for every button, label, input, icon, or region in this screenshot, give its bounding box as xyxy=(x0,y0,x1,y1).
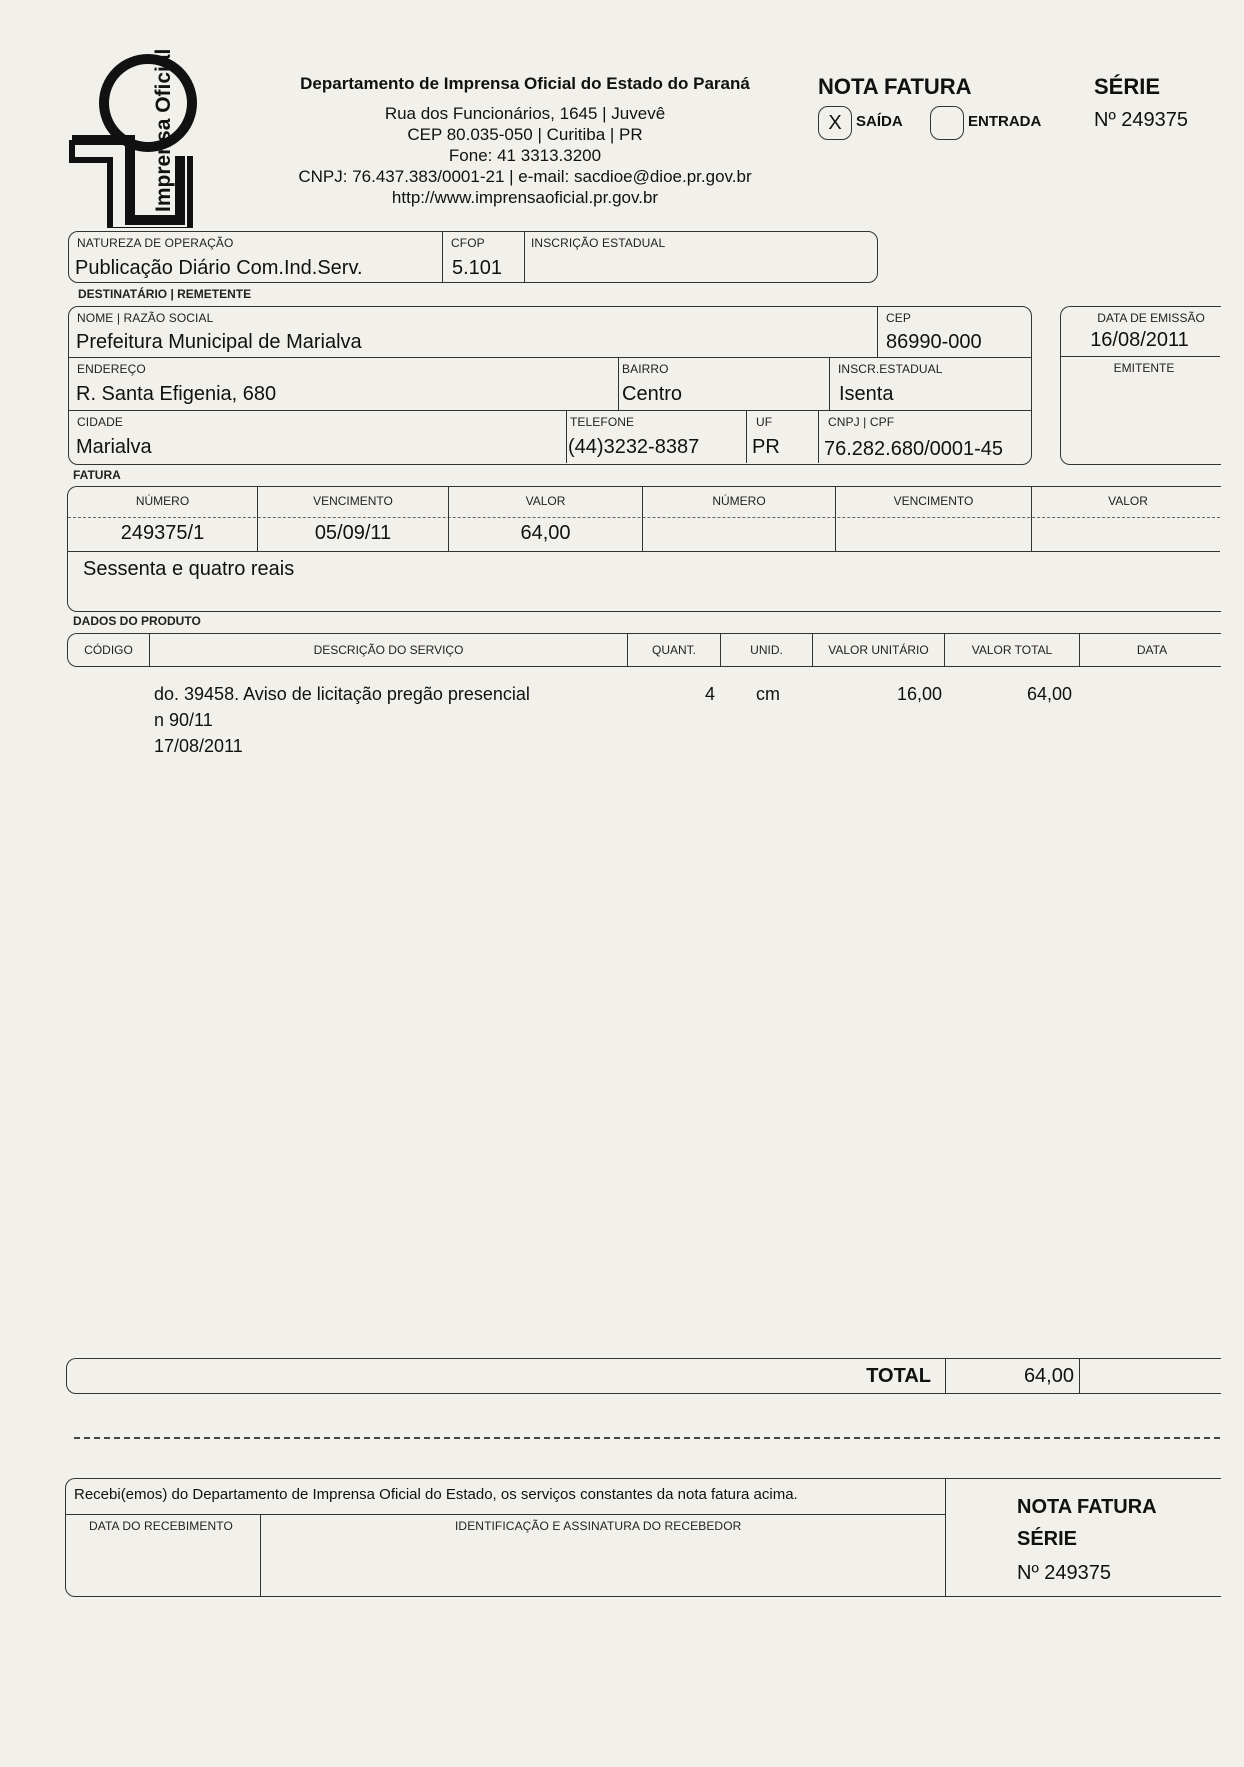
produto-col-descricao: DESCRIÇÃO DO SERVIÇO xyxy=(313,643,464,657)
fatura-numero: 249375/1 xyxy=(120,522,205,544)
item-quant: 4 xyxy=(704,684,715,704)
cidade-value: Marialva xyxy=(76,436,152,458)
uf-value: PR xyxy=(752,436,780,458)
item-descricao-line1: do. 39458. Aviso de licitação pregão presencial xyxy=(154,684,530,704)
serie-label: SÉRIE xyxy=(1094,74,1161,99)
inscr-estadual-value: Isenta xyxy=(839,383,894,405)
telefone-value: (44)3232-8387 xyxy=(568,436,700,458)
org-name: Departamento de Imprensa Oficial do Estado do Paraná xyxy=(300,74,750,93)
nome-label: NOME | RAZÃO SOCIAL xyxy=(77,311,214,325)
org-address: Rua dos Funcionários, 1645 | Juvevê xyxy=(384,104,666,123)
saida-label: SAÍDA xyxy=(856,113,903,130)
produto-col-valor-total: VALOR TOTAL xyxy=(971,643,1053,657)
total-label: TOTAL xyxy=(866,1365,931,1387)
entrada-checkbox[interactable] xyxy=(930,106,964,140)
fatura-section-label: FATURA xyxy=(73,468,121,482)
nome-value: Prefeitura Municipal de Marialva xyxy=(76,331,362,353)
uf-label: UF xyxy=(756,415,773,429)
bairro-value: Centro xyxy=(622,383,683,405)
endereco-value: R. Santa Efigenia, 680 xyxy=(76,383,277,405)
emissao-label: DATA DE EMISSÃO xyxy=(1097,311,1205,325)
fatura-extenso: Sessenta e quatro reais xyxy=(83,558,295,580)
cep-value: 86990-000 xyxy=(886,331,982,353)
recibo-data-label: DATA DO RECEBIMENTO xyxy=(89,1519,233,1533)
produto-col-quant: QUANT. xyxy=(651,643,696,657)
recibo-serie: SÉRIE xyxy=(1017,1528,1078,1550)
fatura-col-valor-2: VALOR xyxy=(1108,494,1148,508)
fatura-col-numero-1: NÚMERO xyxy=(135,494,190,508)
item-descricao-line2: n 90/11 xyxy=(154,710,213,730)
produto-col-unid: UNID. xyxy=(750,643,783,657)
item-unid: cm xyxy=(756,684,780,704)
produto-col-codigo: CÓDIGO xyxy=(84,643,133,657)
receipt-date-area[interactable] xyxy=(75,1535,259,1593)
cnpj-value: 76.282.680/0001-45 xyxy=(824,438,1004,460)
item-valor-total: 64,00 xyxy=(1026,684,1072,704)
doc-number: Nº 249375 xyxy=(1094,109,1189,131)
destinatario-section-label: DESTINATÁRIO | REMETENTE xyxy=(78,287,252,301)
cfop-value: 5.101 xyxy=(452,257,503,279)
produto-col-data: DATA xyxy=(1136,643,1168,657)
cep-label: CEP xyxy=(886,311,911,325)
emitente-label: EMITENTE xyxy=(1113,361,1175,375)
cfop-label: CFOP xyxy=(451,236,485,250)
telefone-label: TELEFONE xyxy=(570,415,635,429)
fatura-col-numero-2: NÚMERO xyxy=(712,494,766,508)
bairro-label: BAIRRO xyxy=(622,362,669,376)
doc-title: NOTA FATURA xyxy=(818,74,972,99)
signature-area[interactable] xyxy=(261,1535,945,1593)
org-website[interactable]: http://www.imprensaoficial.pr.gov.br xyxy=(391,188,659,207)
org-cnpj-email: CNPJ: 76.437.383/0001-21 | e-mail: sacdioe@dioe.pr.gov.br xyxy=(298,167,752,186)
item-valor-unitario: 16,00 xyxy=(896,684,942,704)
inscr-estadual-label: INSCR.ESTADUAL xyxy=(838,362,943,376)
recibo-numero: Nº 249375 xyxy=(1017,1562,1112,1584)
produto-section-label: DADOS DO PRODUTO xyxy=(73,614,201,628)
cnpj-label: CNPJ | CPF xyxy=(828,415,895,429)
fatura-col-valor-1: VALOR xyxy=(525,494,566,508)
fatura-vencimento: 05/09/11 xyxy=(314,522,392,544)
natureza-label: NATUREZA DE OPERAÇÃO xyxy=(77,236,234,250)
cut-line xyxy=(74,1437,1220,1439)
fatura-col-vencimento-2: VENCIMENTO xyxy=(893,494,974,508)
cidade-label: CIDADE xyxy=(77,415,123,429)
saida-checkbox[interactable]: X xyxy=(818,106,852,140)
org-phone: Fone: 41 3313.3200 xyxy=(448,146,602,165)
recibo-text: Recebi(emos) do Departamento de Imprensa Oficial do Estado, os serviços constantes da nota fatura acima. xyxy=(74,1486,798,1503)
emissao-value: 16/08/2011 xyxy=(1090,329,1189,351)
fatura-col-vencimento-1: VENCIMENTO xyxy=(313,494,393,508)
imprensa-oficial-logo-icon xyxy=(60,48,230,228)
natureza-value: Publicação Diário Com.Ind.Serv. xyxy=(75,257,363,279)
inscricao-estadual-label: INSCRIÇÃO ESTADUAL xyxy=(531,236,666,250)
recibo-assinatura-label: IDENTIFICAÇÃO E ASSINATURA DO RECEBEDOR xyxy=(455,1519,742,1533)
endereco-label: ENDEREÇO xyxy=(77,362,146,376)
fatura-valor: 64,00 xyxy=(520,522,571,544)
produto-col-valor-unitario: VALOR UNITÁRIO xyxy=(828,643,929,657)
item-descricao-line3: 17/08/2011 xyxy=(154,736,243,756)
total-value: 64,00 xyxy=(1023,1365,1074,1387)
logo-vertical-text: Imprensa Oficial xyxy=(152,48,175,212)
recibo-title: NOTA FATURA xyxy=(1017,1496,1157,1518)
org-cep: CEP 80.035-050 | Curitiba | PR xyxy=(407,125,643,144)
entrada-label: ENTRADA xyxy=(968,113,1042,130)
